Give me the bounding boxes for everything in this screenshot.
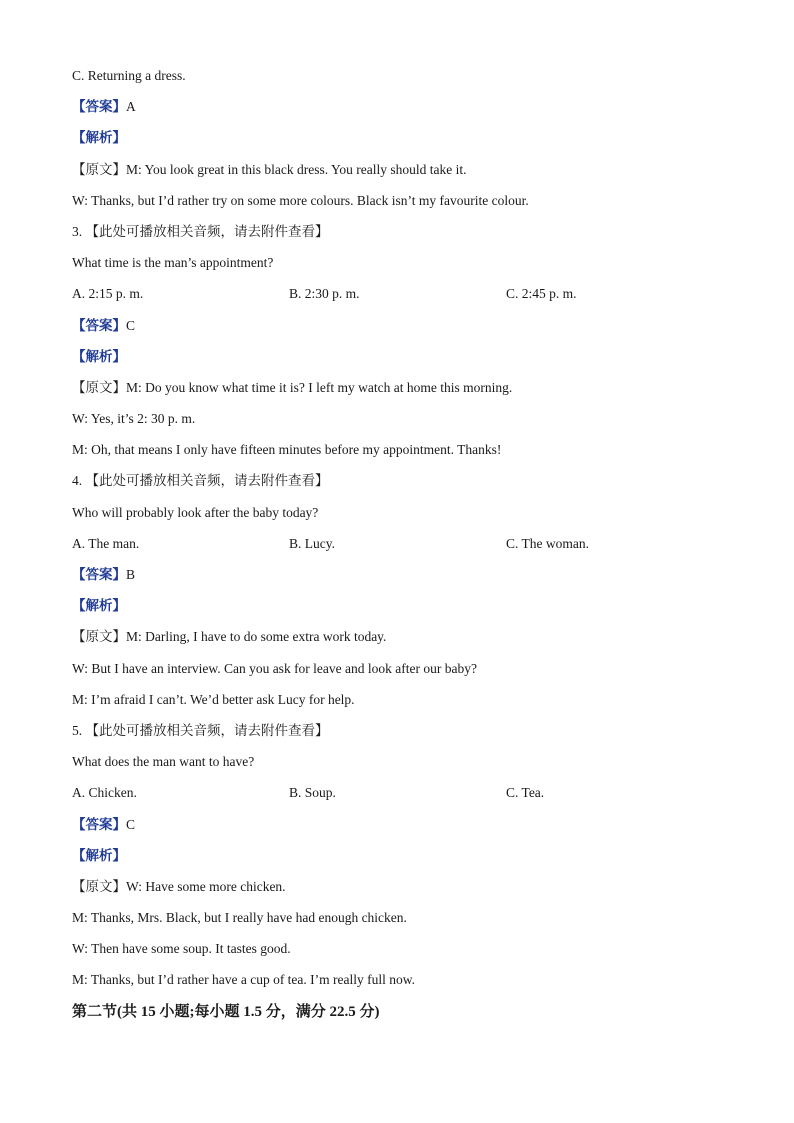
q4-option-a: A. The man. (72, 535, 140, 551)
q5-option-b: B. Soup. (289, 785, 336, 801)
q3-options (72, 284, 732, 315)
q4-header: 4. 【此处可播放相关音频，请去附件查看】 (72, 473, 329, 489)
answer-value: A (126, 99, 136, 115)
transcript-text: M: Do you know what time it is? I left my watch at home this morning. (126, 379, 513, 395)
analysis-tag: 【解析】 (72, 598, 126, 614)
q3-transcript-line-3: M: Oh, that means I only have fifteen minutes before my appointment. Thanks! (72, 442, 502, 458)
q2-option-c: C. Returning a dress. (72, 68, 186, 83)
q5-transcript-line-3: W: Then have some soup. It tastes good. (72, 941, 291, 957)
q4-transcript-line-3: M: I’m afraid I can’t. We’d better ask Lucy for help. (72, 691, 355, 707)
answer-tag: 【答案】 (72, 567, 126, 582)
q3-header: 3. 【此处可播放相关音频，请去附件查看】 (72, 223, 329, 239)
q3-transcript-line-1 (72, 378, 732, 409)
exam-page (72, 66, 732, 1033)
q4-transcript-line-2: W: But I have an interview. Can you ask for leave and look after our baby? (72, 660, 477, 676)
q5-transcript-line-4: M: Thanks, but I’d rather have a cup of tea. I’m really full now. (72, 972, 416, 988)
q5-options (72, 783, 732, 814)
q2-analysis (72, 128, 732, 159)
q3-question: What time is the man’s appointment? (72, 255, 274, 271)
q4-option-c: C. The woman. (506, 535, 589, 551)
q3-transcript-line-2: W: Yes, it’s 2: 30 p. m. (72, 411, 196, 427)
answer-tag: 【答案】 (72, 816, 126, 832)
q4-answer (72, 565, 732, 596)
q3-option-b: B. 2:30 p. m. (289, 286, 360, 302)
q5-transcript-line-1 (72, 877, 732, 908)
section-2-title: 第二节(共 15 小题;每小题 1.5 分，满分 22.5 分) (72, 1003, 380, 1020)
answer-value: B (126, 567, 136, 582)
q2-transcript-line-1 (72, 160, 732, 191)
answer-tag: 【答案】 (72, 99, 126, 115)
q5-question: What does the man want to have? (72, 754, 255, 770)
answer-value: C (126, 317, 136, 333)
transcript-text: W: Have some more chicken. (126, 878, 286, 894)
q5-option-a: A. Chicken. (72, 785, 137, 801)
q2-answer (72, 97, 732, 128)
q5-option-c: C. Tea. (506, 785, 545, 801)
q3-answer (72, 316, 732, 347)
transcript-text: M: Darling, I have to do some extra work today. (126, 629, 387, 645)
transcript-tag: 【原文】 (72, 878, 126, 894)
q4-question: Who will probably look after the baby today? (72, 504, 319, 520)
q5-transcript-line-2: M: Thanks, Mrs. Black, but I really have had enough chicken. (72, 910, 407, 926)
q4-transcript-line-1 (72, 627, 732, 658)
q4-option-b: B. Lucy. (289, 535, 335, 551)
q2-transcript-line-2: W: Thanks, but I’d rather try on some more colours. Black isn’t my favourite colour. (72, 192, 529, 208)
answer-value: C (126, 816, 136, 832)
q3-option-a: A. 2:15 p. m. (72, 286, 144, 302)
q5-header: 5. 【此处可播放相关音频，请去附件查看】 (72, 722, 329, 738)
transcript-tag: 【原文】 (72, 629, 126, 645)
transcript-tag: 【原文】 (72, 379, 126, 395)
q5-answer (72, 815, 732, 846)
analysis-tag: 【解析】 (72, 130, 126, 146)
transcript-tag: 【原文】 (72, 161, 126, 177)
q4-options (72, 534, 732, 565)
answer-tag: 【答案】 (72, 317, 126, 333)
q4-analysis (72, 596, 732, 627)
analysis-tag: 【解析】 (72, 847, 126, 863)
analysis-tag: 【解析】 (72, 348, 126, 364)
q5-analysis (72, 846, 732, 877)
q3-option-c: C. 2:45 p. m. (506, 286, 577, 302)
transcript-text: M: You look great in this black dress. You really should take it. (126, 161, 467, 177)
q3-analysis (72, 347, 732, 378)
